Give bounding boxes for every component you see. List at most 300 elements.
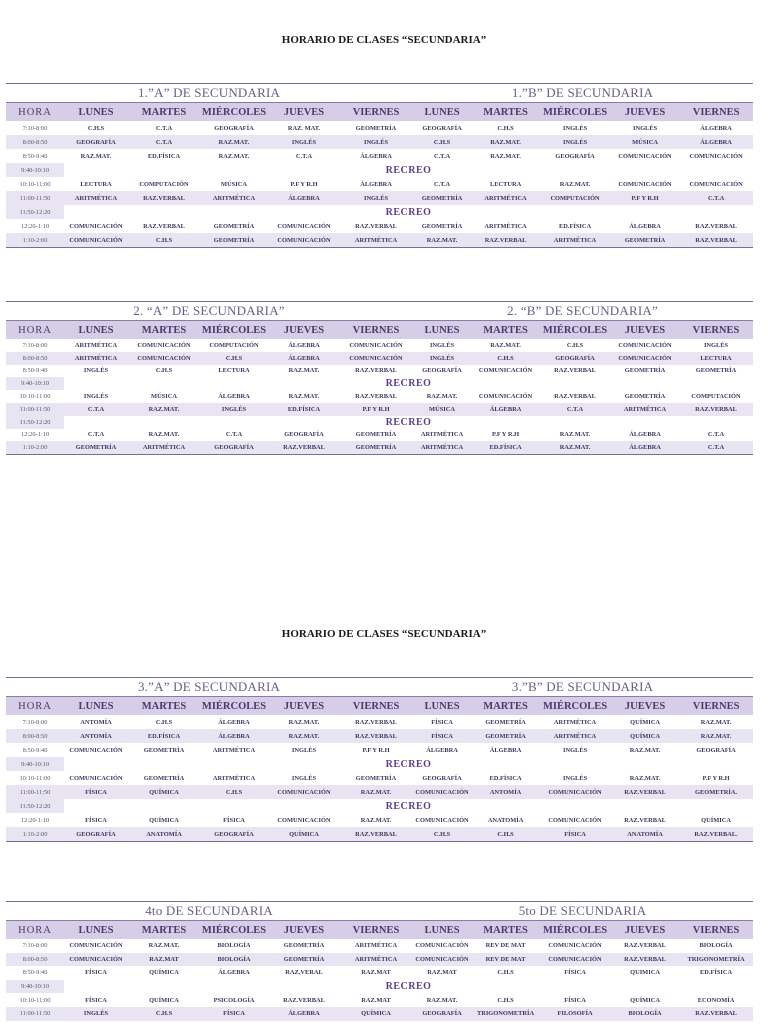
subject-cell: GEOGRAFÍA xyxy=(284,431,324,439)
subject-cell: ECONOMÍA xyxy=(697,996,735,1004)
column-header-day: MIÉRCOLES xyxy=(539,697,611,716)
subject-cell: RAZ.MAT. xyxy=(288,393,320,401)
subject-cell: COMUNICACIÓN xyxy=(548,942,602,950)
subject-cell: C.T.A xyxy=(155,124,173,132)
subject-cell: FÍSICA xyxy=(64,785,128,799)
subject-cell: C.H.S xyxy=(497,124,514,132)
section-title-right: 1.”B” DE SECUNDARIA xyxy=(511,85,654,100)
subject-cell: C.H.S xyxy=(155,367,173,375)
column-header-day: MARTES xyxy=(472,697,539,716)
subject-cell: FÍSICA xyxy=(564,969,586,977)
subject-cell: C.H.S xyxy=(200,352,268,365)
hour-cell: 10:10-11:00 xyxy=(19,996,51,1004)
recreo-row xyxy=(6,377,753,390)
subject-cell: ARITMÉTICA xyxy=(340,953,412,967)
subject-cell: GEOGRAFÍA xyxy=(422,774,462,782)
subject-cell: INGLÉS xyxy=(340,135,412,149)
subject-cell: BIOLOGÍA xyxy=(699,942,733,950)
subject-cell: P.F Y R.H xyxy=(611,191,679,205)
subject-cell: RAZ.MAT. xyxy=(360,816,392,824)
table-row xyxy=(6,390,753,403)
column-header-day: MIÉRCOLES xyxy=(200,921,268,940)
subject-cell: GEOMETRÍA xyxy=(412,191,472,205)
subject-cell: RAZ.VERBAL xyxy=(340,827,412,841)
subject-cell: RAZ.VERBAL xyxy=(624,816,666,824)
subject-cell: RAZ.MAT xyxy=(361,969,391,977)
subject-cell: COMUNICACIÓN xyxy=(128,352,200,365)
subject-cell: RAZ.VERBAL xyxy=(283,996,325,1004)
subject-cell: ÁLGEBRA xyxy=(268,352,340,365)
subject-cell: INGLÉS xyxy=(562,774,588,782)
subject-cell: RAZ.VERBAL xyxy=(355,718,397,726)
column-header-hora: HORA xyxy=(6,697,64,716)
subject-cell: COMUNICACIÓN xyxy=(618,341,672,349)
subject-cell: ANATOMÍA xyxy=(128,827,200,841)
column-header-day: MARTES xyxy=(472,921,539,940)
subject-cell: COMUNICACIÓN xyxy=(349,341,403,349)
subject-cell: INGLÉS xyxy=(268,135,340,149)
subject-cell: COMUNICACIÓN xyxy=(64,953,128,967)
subject-cell: ARITMÉTICA xyxy=(200,191,268,205)
subject-cell: INGLÉS xyxy=(64,1007,128,1021)
subject-cell: ÁLGEBRA xyxy=(268,191,340,205)
subject-cell: LECTURA xyxy=(489,180,522,188)
table-row xyxy=(6,219,753,233)
table-row xyxy=(6,993,753,1007)
subject-cell: ARITMÉTICA xyxy=(64,191,128,205)
subject-cell: GEOGRAFÍA xyxy=(200,827,268,841)
section-title-right: 2. “B” DE SECUNDARIA” xyxy=(507,303,658,318)
subject-cell: COMUNICACIÓN xyxy=(340,352,412,365)
subject-cell: FÍSICA xyxy=(539,827,611,841)
subject-cell: RAZ.MAT. xyxy=(268,729,340,743)
subject-cell: C.T.A xyxy=(707,431,725,439)
subject-cell: FÍSICA xyxy=(85,816,107,824)
subject-cell: RAZ.MAT. xyxy=(679,729,753,743)
table-row xyxy=(6,191,753,205)
subject-cell: RAZ.MAT. xyxy=(148,942,180,950)
subject-cell: RAZ.MAT. xyxy=(490,341,521,349)
subject-cell: P.F Y R.H xyxy=(362,746,390,754)
hour-cell: 8:00-8:50 xyxy=(6,953,64,967)
table-row xyxy=(6,149,753,163)
subject-cell: COMUNICACIÓN xyxy=(611,352,679,365)
table-row xyxy=(6,429,753,442)
subject-cell: C.T.A xyxy=(679,191,753,205)
subject-cell: QUÍMICA xyxy=(630,718,660,726)
subject-cell: FÍSICA xyxy=(412,729,472,743)
hour-cell: 9:40-10:10 xyxy=(6,163,64,177)
schedule-3 xyxy=(6,677,753,842)
hour-cell: 11:00-11:50 xyxy=(6,785,64,799)
table-row xyxy=(6,743,753,757)
table-row xyxy=(6,441,753,454)
hour-cell: 9:40-10:10 xyxy=(6,757,64,771)
subject-cell: RAZ.VERBAL xyxy=(554,367,596,375)
column-header-day: MARTES xyxy=(128,321,200,340)
subject-cell: ÁLGEBRA xyxy=(679,135,753,149)
subject-cell: ANATOMÍA xyxy=(487,816,524,824)
subject-cell: COMUNICACIÓN xyxy=(689,152,743,160)
subject-cell: ED.FÍSICA xyxy=(472,441,539,454)
subject-cell: BIOLOGÍA xyxy=(611,1007,679,1021)
hour-cell: 1:10-2:00 xyxy=(6,233,64,247)
column-header-day: LUNES xyxy=(412,921,472,940)
subject-cell: GEOGRAFÍA xyxy=(412,1007,472,1021)
table-row xyxy=(6,339,753,352)
subject-cell: GEOMETRÍA xyxy=(143,746,185,754)
section-title-left: 4to DE SECUNDARIA xyxy=(145,903,273,918)
subject-cell: GEOGRAFÍA xyxy=(555,152,595,160)
subject-cell: COMUNICACIÓN xyxy=(548,816,602,824)
subject-cell: COMPUTACIÓN xyxy=(139,180,189,188)
table-row xyxy=(6,135,753,149)
subject-cell: RAZ.MAT. xyxy=(472,135,539,149)
subject-cell: RAZ.VERBAL xyxy=(611,785,679,799)
schedule-1 xyxy=(6,83,753,248)
subject-cell: RAZ.MAT. xyxy=(412,233,472,247)
hour-cell: 1:10-2:00 xyxy=(6,441,64,454)
subject-cell: RAZ.MAT. xyxy=(128,403,200,416)
subject-cell: ÁLGEBRA xyxy=(218,718,250,726)
subject-cell: MÚSICA xyxy=(611,135,679,149)
subject-cell: RAZ.MAT. xyxy=(426,393,458,401)
hour-cell: 9:40-10:10 xyxy=(6,377,64,390)
table-row xyxy=(6,365,753,378)
subject-cell: ÁLGEBRA xyxy=(268,1007,340,1021)
subject-cell: GEOMETRÍA xyxy=(355,431,397,439)
subject-cell: RAZ.VERAL xyxy=(285,969,323,977)
subject-cell: INGLÉS xyxy=(562,746,588,754)
header-row xyxy=(6,697,753,716)
hour-cell: 1:10-2:00 xyxy=(6,827,64,841)
subject-cell: FÍSICA xyxy=(564,996,586,1004)
subject-cell: ARITMÉTICA xyxy=(74,341,118,349)
subject-cell: GEOMETRÍA xyxy=(340,441,412,454)
subject-cell: GEOMETRÍA xyxy=(355,124,397,132)
subject-cell: ARITMÉTICA xyxy=(472,191,539,205)
section-title-right: 5to DE SECUNDARIA xyxy=(518,903,647,918)
column-header-day: JUEVES xyxy=(611,321,679,340)
subject-cell: C.H.S xyxy=(472,352,539,365)
hour-cell: 7:10-8:00 xyxy=(22,341,48,349)
subject-cell: FÍSICA xyxy=(200,1007,268,1021)
subject-cell: INGLÉS xyxy=(200,403,268,416)
subject-cell: ARITMÉTICA xyxy=(539,729,611,743)
subject-cell: FÍSICA xyxy=(85,969,107,977)
subject-cell: RAZ.MAT. xyxy=(629,774,661,782)
subject-cell: COMUNICACIÓN xyxy=(618,180,672,188)
subject-cell: COMUNICACIÓN xyxy=(69,222,123,230)
table-row xyxy=(6,403,753,416)
column-header-day: VIERNES xyxy=(679,103,753,122)
header-row xyxy=(6,921,753,940)
subject-cell: ED.FÍSICA xyxy=(268,403,340,416)
hour-cell: 8:50-9:40 xyxy=(22,367,48,375)
column-header-day: JUEVES xyxy=(611,697,679,716)
table-row xyxy=(6,953,753,967)
subject-cell: GEOGRAFÍA xyxy=(200,441,268,454)
recreo-label: RECREO xyxy=(64,799,753,813)
table-row xyxy=(6,966,753,980)
subject-cell: REV DE MAT xyxy=(485,942,526,950)
hour-cell: 11:50-12:20 xyxy=(6,416,64,429)
subject-cell: FÍSICA xyxy=(431,718,453,726)
hour-cell: 8:00-8:50 xyxy=(6,135,64,149)
section-title-left: 2. “A” DE SECUNDARIA” xyxy=(133,303,285,318)
subject-cell: GEOGRAFÍA xyxy=(422,124,462,132)
subject-cell: ARITMÉTICA xyxy=(412,441,472,454)
subject-cell: MÚSICA xyxy=(151,393,177,401)
column-header-day: MARTES xyxy=(472,321,539,340)
subject-cell: C.T.A xyxy=(539,403,611,416)
subject-cell: RAZ.MAT. xyxy=(539,441,611,454)
column-header-day: VIERNES xyxy=(340,103,412,122)
subject-cell: GEOMETRÍA xyxy=(421,222,463,230)
subject-cell: RAZ. MAT. xyxy=(287,124,321,132)
subject-cell: GEOMETRÍA xyxy=(213,222,255,230)
recreo-row xyxy=(6,799,753,813)
subject-cell: INGLÉS xyxy=(412,352,472,365)
hour-cell: 10:10-11:00 xyxy=(19,393,51,401)
subject-cell: RAZ.VERBAL. xyxy=(679,827,753,841)
hour-cell: 11:50-12:20 xyxy=(6,799,64,813)
subject-cell: GEOMETRÍA xyxy=(472,729,539,743)
subject-cell: QUÍMICA xyxy=(128,785,200,799)
hour-cell: 7:10-8:00 xyxy=(22,718,48,726)
subject-cell: PSICOLOGÍA xyxy=(213,996,255,1004)
column-header-day: MIÉRCOLES xyxy=(200,321,268,340)
page-title: HORARIO DE CLASES “SECUNDARIA” xyxy=(281,628,487,640)
subject-cell: RAZ.MAT. xyxy=(288,718,320,726)
hour-cell: 8:00-8:50 xyxy=(6,729,64,743)
recreo-label: RECREO xyxy=(64,163,753,177)
subject-cell: P.F Y R.H xyxy=(290,180,318,188)
subject-cell: RAZ.MAT xyxy=(427,969,457,977)
subject-cell: P.F Y R.H xyxy=(702,774,730,782)
subject-cell: INGLÉS xyxy=(340,191,412,205)
subject-cell: QUÍMICA xyxy=(611,729,679,743)
subject-cell: C.H.S xyxy=(412,135,472,149)
subject-cell: COMUNICACIÓN xyxy=(478,367,533,375)
subject-cell: ED.FÍSICA xyxy=(128,729,200,743)
subject-cell: GEOMETRÍA xyxy=(485,718,526,726)
subject-cell: ÁLGEBRA xyxy=(218,393,250,401)
section-title-left: 3.”A” DE SECUNDARIA xyxy=(137,679,281,694)
hour-cell: 11:00-11:50 xyxy=(6,403,64,416)
subject-cell: GEOGRAFÍA xyxy=(696,746,736,754)
subject-cell: C.T.A xyxy=(87,431,105,439)
subject-cell: GEOGRAFÍA xyxy=(422,367,462,375)
subject-cell: QUIMICA xyxy=(630,969,660,977)
subject-cell: TRIGONOMETRÍA xyxy=(679,953,753,967)
subject-cell: C.H.S xyxy=(497,969,514,977)
column-header-day: VIERNES xyxy=(340,697,412,716)
section-title-row xyxy=(6,302,753,321)
subject-cell: GEOMETRÍA xyxy=(268,953,340,967)
subject-cell: ARITMÉTICA xyxy=(539,233,611,247)
column-header-day: MIÉRCOLES xyxy=(200,697,268,716)
subject-cell: ÁLGEBRA xyxy=(700,124,732,132)
recreo-label: RECREO xyxy=(64,205,753,219)
subject-cell: RAZ.MAT. xyxy=(148,431,180,439)
subject-cell: ÁLGEBRA xyxy=(218,969,250,977)
table-row xyxy=(6,121,753,135)
table-row xyxy=(6,352,753,365)
section-title-right: 3.”B” DE SECUNDARIA xyxy=(511,679,654,694)
subject-cell: RAZ.MAT xyxy=(128,953,200,967)
subject-cell: RAZ.MAT. xyxy=(80,152,112,160)
column-header-day: VIERNES xyxy=(679,321,753,340)
subject-cell: ARITMÉTICA xyxy=(354,942,398,950)
schedule-4 xyxy=(6,901,753,1021)
column-header-day: LUNES xyxy=(64,921,128,940)
subject-cell: COMUNICACIÓN xyxy=(69,746,123,754)
hour-cell: 8:50-9:40 xyxy=(22,746,48,754)
subject-cell: INGLÉS xyxy=(291,746,317,754)
hour-cell: 7:10-8:00 xyxy=(22,942,48,950)
column-header-hora: HORA xyxy=(6,921,64,940)
schedule-2 xyxy=(6,301,753,455)
subject-cell: P.F Y R.H xyxy=(340,403,412,416)
column-header-day: MIÉRCOLES xyxy=(539,103,611,122)
subject-cell: C.T.A xyxy=(433,152,451,160)
subject-cell: ÁLGEBRA xyxy=(489,746,522,754)
subject-cell: RAZ.VERBAL xyxy=(472,233,539,247)
subject-cell: ARITMÉTICA xyxy=(484,222,527,230)
subject-cell: INGLÉS xyxy=(632,124,658,132)
subject-cell: C.H.S xyxy=(412,827,472,841)
recreo-row xyxy=(6,416,753,429)
schedule-table xyxy=(6,302,753,454)
column-header-day: LUNES xyxy=(412,321,472,340)
subject-cell: QUÍMICA xyxy=(340,1007,412,1021)
column-header-day: JUEVES xyxy=(268,321,340,340)
column-header-day: MARTES xyxy=(128,921,200,940)
subject-cell: ARITMÉTICA xyxy=(553,718,597,726)
hour-cell: 10:10-11:00 xyxy=(19,180,51,188)
column-header-day: LUNES xyxy=(412,103,472,122)
header-row xyxy=(6,103,753,122)
subject-cell: RAZ.MAT. xyxy=(200,135,268,149)
table-row xyxy=(6,785,753,799)
subject-cell: ED.FÍSICA xyxy=(558,222,592,230)
subject-cell: BIOLOGÍA xyxy=(217,942,251,950)
subject-cell: MÚSICA xyxy=(412,403,472,416)
subject-cell: FÍSICA xyxy=(223,816,245,824)
hour-cell: 8:50-9:40 xyxy=(22,152,48,160)
column-header-day: MARTES xyxy=(128,697,200,716)
subject-cell: GEOMETRÍA xyxy=(283,942,325,950)
subject-cell: GEOMETRÍA xyxy=(624,393,666,401)
table-row xyxy=(6,771,753,785)
subject-cell: RAZ.MAT. xyxy=(426,996,458,1004)
subject-cell: ÁLGEBRA xyxy=(426,746,458,754)
subject-cell: LECTURA xyxy=(80,180,112,188)
subject-cell: ANATOMÍA xyxy=(611,827,679,841)
subject-cell: ARITMÉTICA xyxy=(128,441,200,454)
subject-cell: QUÍMICA xyxy=(630,996,660,1004)
subject-cell: ÁLGEBRA xyxy=(288,341,320,349)
subject-cell: C.H.S xyxy=(87,124,105,132)
subject-cell: COMUNICACIÓN xyxy=(268,785,340,799)
column-header-day: JUEVES xyxy=(268,921,340,940)
subject-cell: GEOMETRÍA xyxy=(624,367,666,375)
hour-cell: 9:40-10:10 xyxy=(6,980,64,994)
subject-cell: RAZ.MAT. xyxy=(340,785,412,799)
hour-cell: 8:00-8:50 xyxy=(6,352,64,365)
subject-cell: GEOGRAFÍA xyxy=(64,827,128,841)
subject-cell: C.T.A xyxy=(64,403,128,416)
subject-cell: RAZ.VERBAL xyxy=(679,233,753,247)
subject-cell: COMUNICACIÓN xyxy=(277,816,331,824)
subject-cell: GEOGRAFÍA xyxy=(539,352,611,365)
column-header-day: MIÉRCOLES xyxy=(539,321,611,340)
column-header-day: LUNES xyxy=(64,103,128,122)
subject-cell: RAZ.VERBAL xyxy=(355,222,397,230)
section-title-left: 1.”A” DE SECUNDARIA xyxy=(137,85,281,100)
subject-cell: RAZ.MAT. xyxy=(629,746,661,754)
header-row xyxy=(6,321,753,340)
subject-cell: RAZ.VERBAL xyxy=(355,367,397,375)
subject-cell: INGLÉS xyxy=(703,341,729,349)
column-header-day: LUNES xyxy=(412,697,472,716)
subject-cell: C.H.S xyxy=(566,341,584,349)
schedule-table xyxy=(6,902,753,1021)
subject-cell: ED.FÍSICA xyxy=(147,152,181,160)
subject-cell: ANTOMÍA xyxy=(64,729,128,743)
recreo-label: RECREO xyxy=(64,980,753,994)
subject-cell: COMUNICACIÓN xyxy=(64,233,128,247)
subject-cell: ARITMÉTICA xyxy=(340,233,412,247)
subject-cell: RAZ.VERBAL xyxy=(679,403,753,416)
subject-cell: ARITMÉTICA xyxy=(420,431,464,439)
subject-cell: COMPUTACIÓN xyxy=(539,191,611,205)
column-header-day: JUEVES xyxy=(268,103,340,122)
subject-cell: RAZ.MAT. xyxy=(288,367,320,375)
hour-cell: 10:10-11:00 xyxy=(19,774,51,782)
subject-cell: C.T.A xyxy=(295,152,313,160)
subject-cell: COMUNICACIÓN xyxy=(689,180,743,188)
subject-cell: C.H.S xyxy=(128,1007,200,1021)
subject-cell: COMUNICACIÓN xyxy=(69,774,123,782)
subject-cell: ED.FÍSICA xyxy=(699,969,733,977)
subject-cell: RAZ.VERBAL xyxy=(554,393,596,401)
table-row xyxy=(6,939,753,953)
subject-cell: ANTOMÍA xyxy=(472,785,539,799)
subject-cell: GEOMETRÍA xyxy=(355,774,397,782)
subject-cell: RAZ.VERBAL xyxy=(679,1007,753,1021)
section-title-row xyxy=(6,84,753,103)
subject-cell: QUÍMICA xyxy=(268,827,340,841)
subject-cell: ÁLGEBRA xyxy=(200,729,268,743)
subject-cell: INGLÉS xyxy=(83,367,109,375)
subject-cell: COMUNICACIÓN xyxy=(539,785,611,799)
column-header-day: JUEVES xyxy=(268,697,340,716)
column-header-day: VIERNES xyxy=(679,697,753,716)
subject-cell: ARITMÉTICA xyxy=(64,352,128,365)
column-header-day: LUNES xyxy=(64,321,128,340)
subject-cell: RAZ.VERBAL xyxy=(128,191,200,205)
hour-cell: 12:20-1:10 xyxy=(20,222,50,230)
subject-cell: COMPUTACIÓN xyxy=(209,341,259,349)
subject-cell: ANTOMÍA xyxy=(80,718,112,726)
subject-cell: C.H.S xyxy=(200,785,268,799)
column-header-day: JUEVES xyxy=(611,921,679,940)
subject-cell: COMUNICACIÓN xyxy=(539,953,611,967)
subject-cell: RAZ.MAT. xyxy=(559,180,591,188)
subject-cell: ÁLGEBRA xyxy=(629,431,661,439)
